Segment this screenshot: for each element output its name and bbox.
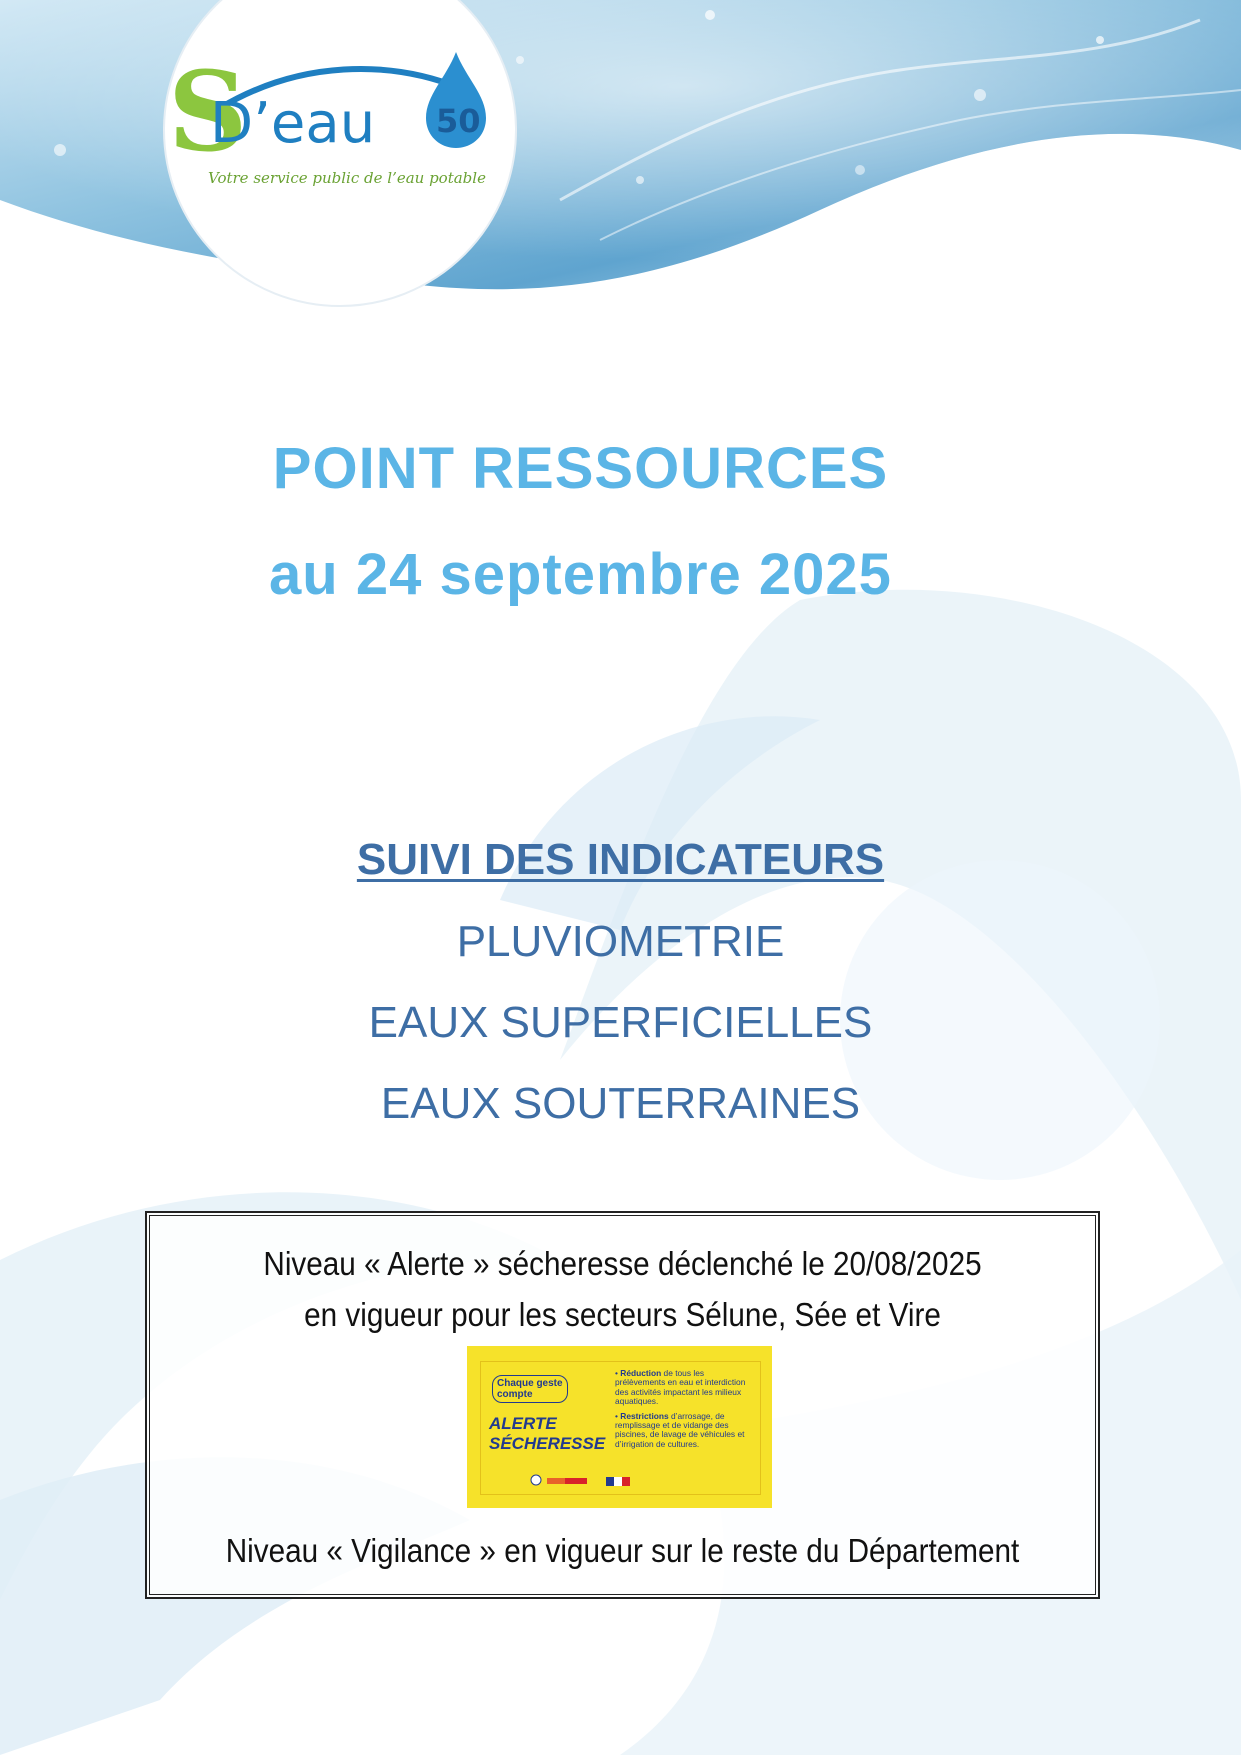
sdeau50-logo [160,0,520,310]
poster-title [489,1414,605,1454]
poster-frame [480,1361,761,1495]
logo-s-letter: S [168,47,248,176]
page-title: POINT RESSOURCES [272,436,889,501]
page-date: au 24 septembre 2025 [269,542,892,607]
indicator-item: EAUX SUPERFICIELLES [368,998,873,1047]
indicator-item: EAUX SOUTERRAINES [380,1079,861,1128]
poster-footer-logos [481,1474,760,1488]
drought-alert-box [145,1211,1100,1599]
indicators-heading: SUIVI DES INDICATEURS [356,835,885,884]
vigilance-text: Niveau « Vigilance » en vigueur sur le reste du Département [225,1532,1020,1569]
indicator-item: PLUVIOMETRIE [456,917,785,966]
alert-sectors-text: en vigueur pour les secteurs Sélune, Sée et Vire [304,1296,941,1333]
poster-bullet: • Réduction de tous les prélèvements en eau et interdiction des activités impactant les milieux aquatiques. [615,1368,746,1407]
alert-level-text: Niveau « Alerte » sécheresse déclenché le 20/08/2025 [263,1245,982,1282]
poster-bullet: • Restrictions d’arrosage, de remplissage et de vidange des piscines, de lavage de véhicules et d’irrigation de cultures. [615,1410,745,1449]
logo-tagline: Votre service public de l’eau potable [208,169,486,187]
logo-number: 50 [436,102,481,140]
french-flag-icon [606,1477,614,1486]
poster-chip: Chaque geste compte [492,1375,568,1403]
poster-bullets [615,1369,755,1454]
logo-brand-text: D’eau [210,91,376,156]
poster-title-line1: ALERTE [489,1414,557,1433]
drought-alert-poster [467,1346,772,1508]
drop-icon [531,1475,541,1485]
poster-title-line2: SÉCHERESSE [489,1434,606,1453]
